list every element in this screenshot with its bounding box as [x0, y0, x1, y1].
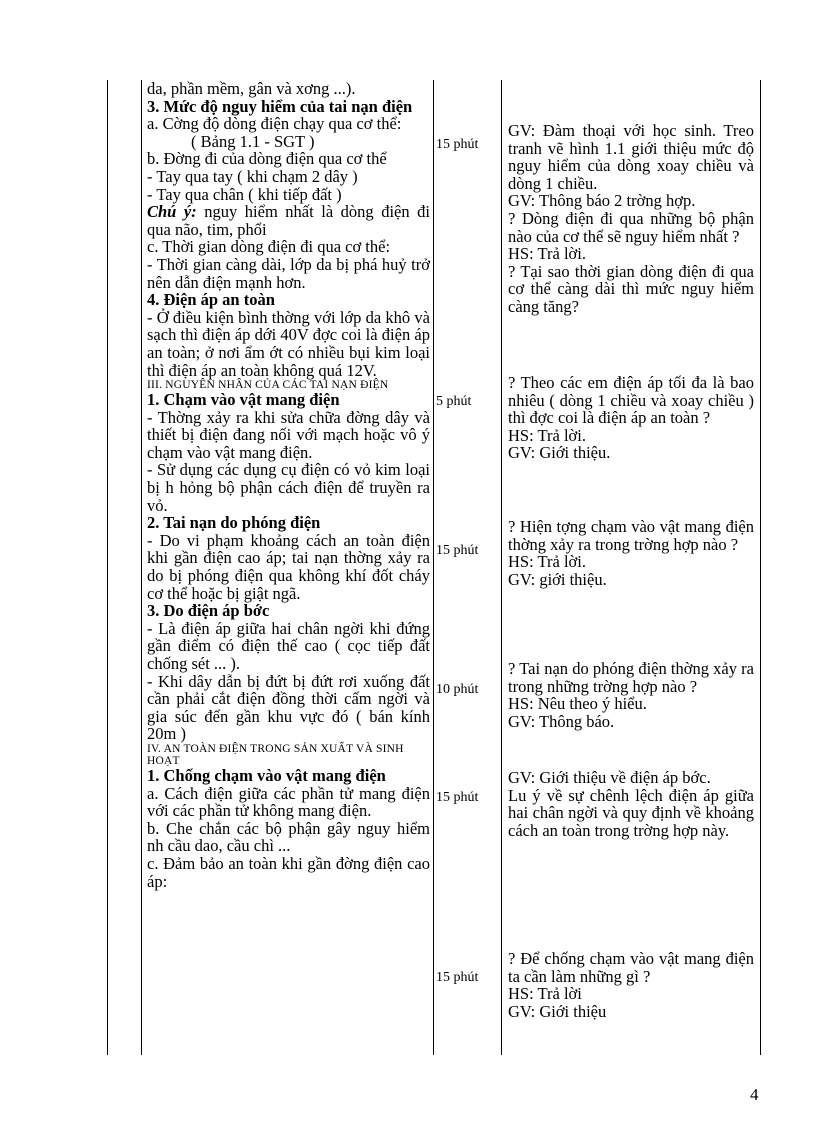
activity-block: [508, 660, 754, 730]
activity-text: GV: Giới thiệu: [508, 1001, 607, 1021]
time-cell: 15 phút: [436, 137, 479, 152]
activity-text: GV: Thông báo.: [508, 711, 615, 731]
activity-text: ? Để chống chạm vào vật mang điện ta cần làm những gì ?: [508, 949, 754, 986]
activity-block: [508, 769, 754, 839]
table-border-left: [107, 80, 108, 1055]
content-text: a. Cờng độ dòng điện chạy qua cơ thể:: [147, 114, 402, 134]
section-heading: 4. Điện áp an toàn: [147, 290, 275, 310]
activity-text: ? Dòng điện đi qua những bộ phận nào của cơ thể sẽ nguy hiểm nhất ?: [508, 208, 754, 246]
content-text: - Do vi phạm khoảng cách an toàn điện khi gần điện cao áp; tai nạn thờng xảy ra do bị phóng điện qua không khí đốt cháy cơ thể hoặc bị giật ngã.: [147, 530, 430, 603]
section-heading: 3. Mức độ nguy hiểm của tai nạn điện: [147, 96, 413, 116]
section-heading: 3. Do điện áp bớc: [147, 601, 270, 621]
activity-block: [508, 950, 754, 1020]
activity-text: GV: Đàm thoại với học sinh. Treo tranh vẽ hình 1.1 giới thiệu mức độ nguy hiểm của dòng xoay chiều và dòng 1 chiều.: [508, 121, 754, 193]
section-heading: 1. Chống chạm vào vật mang điện: [147, 765, 386, 785]
content-text: - Thời gian càng dài, lớp da bị phá huỷ trở nên dẫn điện mạnh hơn.: [147, 254, 430, 292]
activity-text: HS: Nêu theo ý hiểu.: [508, 694, 647, 714]
content-text: ( Bảng 1.1 - SGT ): [191, 131, 315, 151]
note-label: Chú ý:: [147, 202, 197, 222]
activity-text: ? Tai nạn do phóng điện thờng xảy ra trong những trờng hợp nào ?: [508, 659, 754, 696]
time-cell: 10 phút: [436, 682, 479, 697]
activity-block: [508, 518, 754, 588]
content-text: - Thờng xảy ra khi sửa chữa đờng dây và thiết bị điện đang nối với mạch hoặc vô ý chạm vào vật mang điện.: [147, 407, 430, 462]
activity-text: GV: Thông báo 2 trờng hợp.: [508, 191, 696, 211]
activity-text: ? Hiện tợng chạm vào vật mang điện thờng xảy ra trong trờng hợp nào ?: [508, 517, 754, 554]
table-border-col1: [141, 80, 142, 1055]
content-text: - Là điện áp giữa hai chân ngời khi đứng gần điểm có điện thế cao ( cọc tiếp đất chống sét ... ).: [147, 618, 430, 673]
chapter-heading: IV. AN TOÀN ĐIỆN TRONG SẢN XUẤT VÀ SINH HOẠT: [147, 742, 404, 767]
content-text: da, phần mềm, gân và xơng ...).: [147, 79, 356, 98]
content-text: - Tay qua tay ( khi chạm 2 dây ): [147, 166, 358, 186]
time-cell: 15 phút: [436, 543, 479, 558]
section-heading: 1. Chạm vào vật mang điện: [147, 390, 340, 410]
activity-text: Lu ý về sự chênh lệch điện áp giữa hai chân ngời và quy định về khoảng cách an toàn trong trờng hợp này.: [508, 785, 754, 840]
content-text: - Khi dây dẫn bị đứt bị đứt rơi xuống đất cần phải cắt điện đồng thời cấm ngời và gia súc đến gần khu vực đó ( bán kính 20m ): [147, 671, 430, 744]
content-text: a. Cách điện giữa các phần tử mang điện với các phần tử không mang điện.: [147, 783, 430, 821]
time-cell: 15 phút: [436, 970, 479, 985]
activity-text: ? Theo các em điện áp tối đa là bao nhiêu ( dòng 1 chiều và xoay chiều ) thì đợc coi là điện áp an toàn ?: [508, 373, 754, 428]
activity-text: GV: giới thiệu.: [508, 569, 607, 589]
activity-text: HS: Trả lời: [508, 984, 582, 1004]
note-text: nguy hiểm nhất là dòng điện đi qua não, tim, phổi: [147, 202, 430, 239]
content-text: b. Đờng đi của dòng điện qua cơ thể: [147, 149, 387, 169]
content-text: c. Đảm bảo an toàn khi gần đờng điện cao áp:: [147, 853, 430, 891]
activity-text: GV: Giới thiệu.: [508, 443, 611, 463]
activity-block: [508, 374, 754, 462]
time-cell: 15 phút: [436, 790, 479, 805]
activity-text: ? Tại sao thời gian dòng điện đi qua cơ thể càng dài thì mức nguy hiểm càng tăng?: [508, 261, 754, 316]
content-text: - Sử dụng các dụng cụ điện có vỏ kim loại bị h hỏng bộ phận cách điện để truyền ra vỏ.: [147, 460, 430, 515]
table-border-col3: [501, 80, 502, 1055]
table-border-right: [760, 80, 761, 1055]
content-text: - Tay qua chân ( khi tiếp đất ): [147, 184, 342, 204]
section-heading: 2. Tai nạn do phóng điện: [147, 513, 321, 533]
activity-text: GV: Giới thiệu về điện áp bớc.: [508, 768, 711, 787]
table-border-col2: [433, 80, 434, 1055]
activity-block: [508, 122, 754, 316]
activity-text: HS: Trả lời.: [508, 425, 586, 445]
content-text: - Ở điều kiện bình thờng với lớp da khô và sạch thì điện áp dới 40V đợc coi là điện áp an toàn; ở nơi ẩm ớt có nhiều bụi kim loại thì điện áp an toàn không quá 12V.: [147, 307, 430, 380]
content-column: [147, 80, 430, 890]
note-paragraph: [147, 203, 430, 238]
activity-text: HS: Trả lời.: [508, 244, 586, 264]
content-text: c. Thời gian dòng điện đi qua cơ thể:: [147, 237, 391, 257]
activity-text: HS: Trả lời.: [508, 552, 586, 572]
time-cell: 5 phút: [436, 394, 472, 409]
content-text: b. Che chắn các bộ phận gây nguy hiểm nh cầu dao, cầu chì ...: [147, 818, 430, 856]
page-number: 4: [750, 1085, 759, 1104]
chapter-heading: III. NGUYÊN NHÂN CỦA CÁC TAI NẠN ĐIỆN: [147, 379, 389, 392]
